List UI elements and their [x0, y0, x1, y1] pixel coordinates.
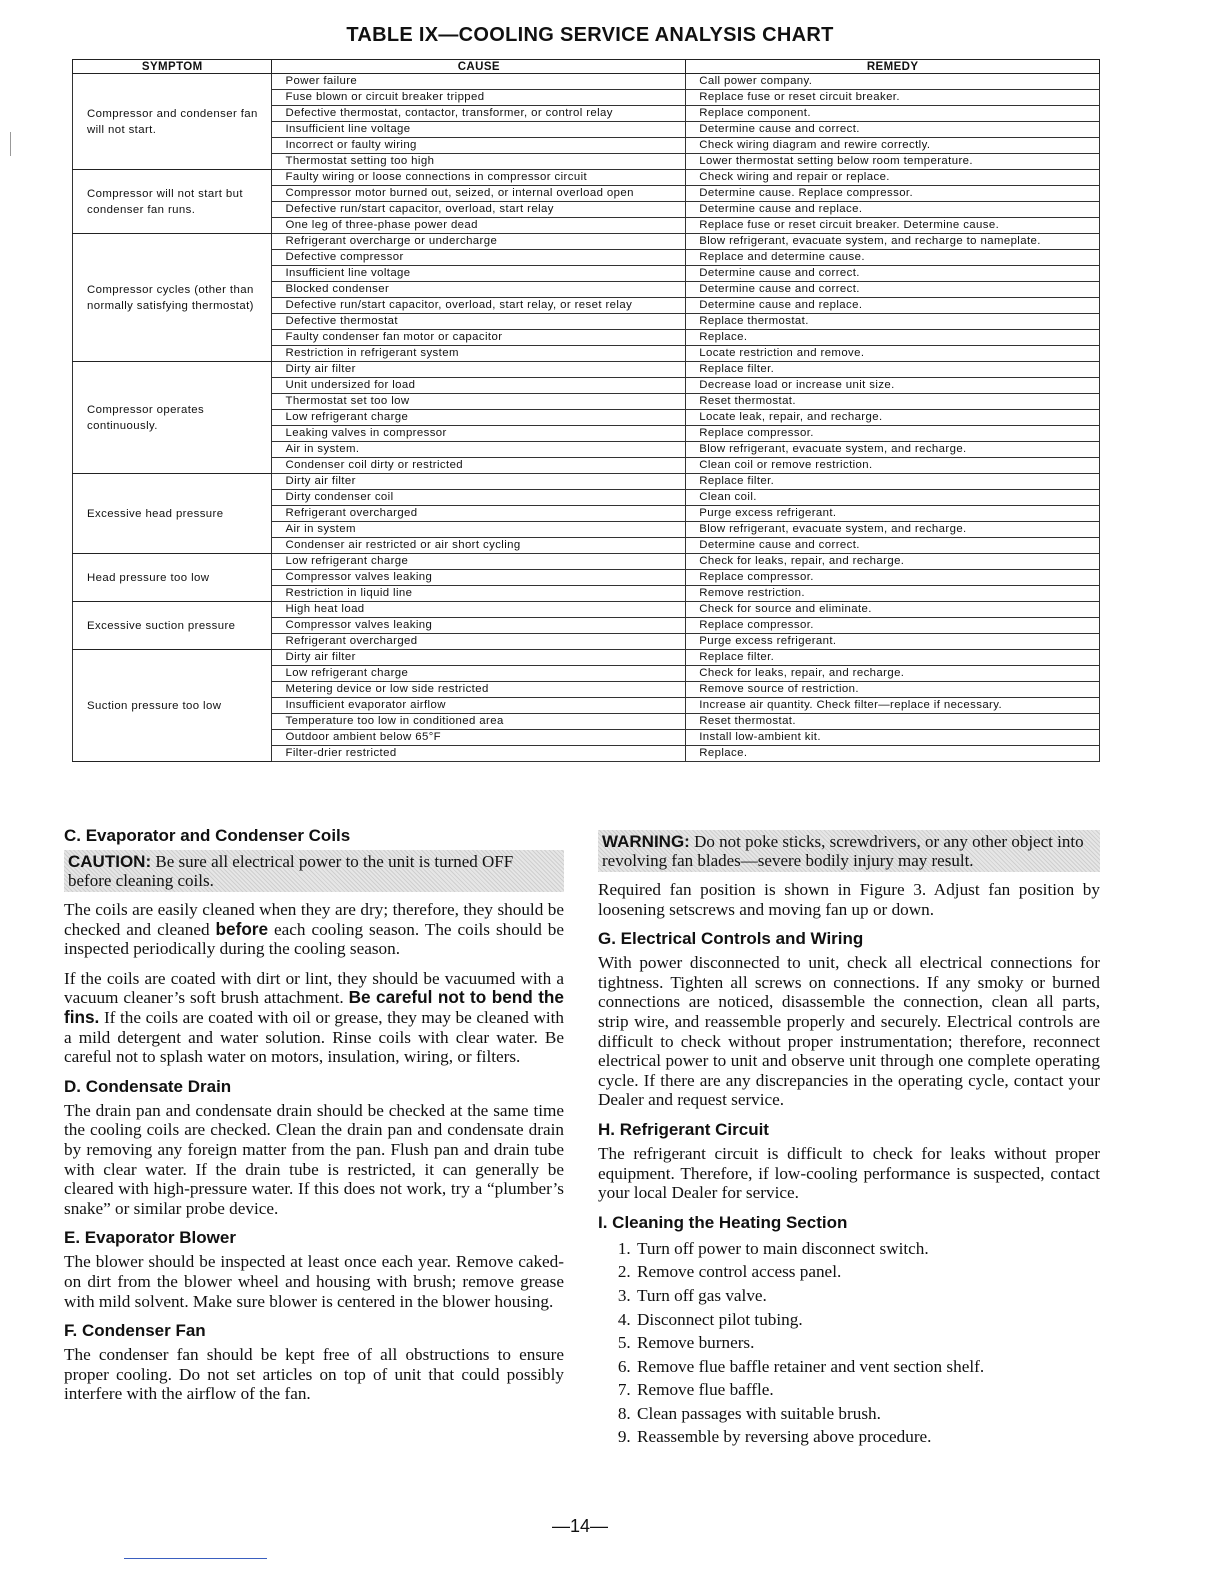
cause-cell: Metering device or low side restricted: [272, 682, 686, 698]
cause-cell: Unit undersized for load: [272, 378, 686, 394]
remedy-cell: Check for leaks, repair, and recharge.: [686, 554, 1100, 570]
remedy-cell: Determine cause and correct.: [686, 122, 1100, 138]
cause-cell: Compressor valves leaking: [272, 618, 686, 634]
remedy-cell: Check wiring and repair or replace.: [686, 170, 1100, 186]
caution-text: Be sure all electrical power to the unit is turned OFF before cleaning coils.: [68, 852, 514, 890]
remedy-cell: Reset thermostat.: [686, 714, 1100, 730]
remedy-cell: Replace thermostat.: [686, 314, 1100, 330]
section-e-body: The blower should be inspected at least once each year. Remove caked-on dirt from the blower wheel and housing with brush; remove grease with mild solvent. Make sure blower is centered in the blower housing.: [64, 1252, 564, 1311]
remedy-cell: Check for leaks, repair, and recharge.: [686, 666, 1100, 682]
table-row: [73, 170, 1100, 186]
remedy-cell: Determine cause. Replace compressor.: [686, 186, 1100, 202]
remedy-cell: Lower thermostat setting below room temperature.: [686, 154, 1100, 170]
fan-position-paragraph: Required fan position is shown in Figure 3. Adjust fan position by loosening setscrews and moving fan up or down.: [598, 880, 1100, 919]
cause-cell: Insufficient line voltage: [272, 266, 686, 282]
cause-cell: Low refrigerant charge: [272, 666, 686, 682]
margin-mark: [10, 132, 11, 156]
cause-cell: Refrigerant overcharged: [272, 634, 686, 650]
section-f-body: The condenser fan should be kept free of all obstructions to ensure proper cooling. Do not set articles on top of unit that could possibly interfere with the airflow of the fan.: [64, 1345, 564, 1404]
emphasis-fins: Be careful not to bend the fins.: [64, 987, 564, 1027]
symptom-cell: Compressor cycles (other than normally satisfying thermostat): [73, 234, 272, 362]
caution-label: CAUTION:: [68, 852, 152, 871]
remedy-cell: Replace fuse or reset circuit breaker. Determine cause.: [686, 218, 1100, 234]
cooling-service-analysis-table: [72, 59, 1100, 762]
remedy-cell: Locate leak, repair, and recharge.: [686, 410, 1100, 426]
cause-cell: Low refrigerant charge: [272, 410, 686, 426]
section-d-body: The drain pan and condensate drain should be checked at the same time the cooling coils are checked. Clean the drain pan and condensate drain by removing any foreign matter from the pan. Flush pan and drain tube with clear water. If the drain tube is restricted, it can generally be cleared with high-pressure water. If this does not work, try a “plumber’s snake” or similar probe device.: [64, 1100, 564, 1218]
section-c-paragraph-1: The coils are easily cleaned when they are dry; therefore, they should be checked and cleaned before each cooling season. The coils should be inspected periodically during the cooling season.: [64, 900, 565, 959]
cause-cell: Defective thermostat, contactor, transformer, or control relay: [272, 106, 686, 122]
remedy-cell: Increase air quantity. Check filter—replace if necessary.: [686, 698, 1100, 714]
cause-cell: Dirty air filter: [272, 650, 686, 666]
emphasis-before: before: [215, 918, 269, 939]
step-item: 4. Disconnect pilot tubing.: [635, 1308, 1100, 1332]
cause-cell: Faulty condenser fan motor or capacitor: [272, 330, 686, 346]
section-h-heading: H. Refrigerant Circuit: [598, 1119, 769, 1139]
remedy-cell: Remove source of restriction.: [686, 682, 1100, 698]
heating-cleaning-steps: [598, 1237, 1100, 1449]
cause-cell: Insufficient evaporator airflow: [272, 698, 686, 714]
remedy-cell: Clean coil.: [686, 490, 1100, 506]
step-item: 6. Remove flue baffle retainer and vent section shelf.: [635, 1355, 1100, 1379]
right-column: [598, 826, 1100, 1449]
symptom-cell: Compressor will not start but condenser fan runs.: [73, 170, 272, 234]
cause-cell: Low refrigerant charge: [272, 554, 686, 570]
section-d-heading: D. Condensate Drain: [64, 1076, 232, 1096]
page-number: —14—: [551, 1516, 609, 1536]
header-cause: CAUSE: [272, 60, 686, 74]
cause-cell: Incorrect or faulty wiring: [272, 138, 686, 154]
cause-cell: Defective run/start capacitor, overload, start relay: [272, 202, 686, 218]
cause-cell: Compressor valves leaking: [272, 570, 686, 586]
remedy-cell: Replace and determine cause.: [686, 250, 1100, 266]
remedy-cell: Blow refrigerant, evacuate system, and recharge to nameplate.: [686, 234, 1100, 250]
table-row: [73, 74, 1100, 90]
cause-cell: Faulty wiring or loose connections in compressor circuit: [272, 170, 686, 186]
remedy-cell: Replace compressor.: [686, 570, 1100, 586]
cause-cell: Defective thermostat: [272, 314, 686, 330]
cause-cell: Air in system: [272, 522, 686, 538]
section-g-body: With power disconnected to unit, check all electrical connections for tightness. Tighten all screws on connections. If any smoky or burned connections are noticed, disassemble the connection, clean all parts, strip wire, and reassemble properly and securely. Electrical controls are difficult to check without proper instrumentation; therefore, reconnect electrical power to unit and observe unit through one complete operating cycle. If there are any discrepancies in the operating cycle, contact your Dealer and request service.: [598, 953, 1100, 1110]
header-symptom: SYMPTOM: [73, 60, 272, 74]
caution-box: [64, 850, 564, 892]
cause-cell: Insufficient line voltage: [272, 122, 686, 138]
table-row: [73, 602, 1100, 618]
remedy-cell: Blow refrigerant, evacuate system, and recharge.: [686, 442, 1100, 458]
remedy-cell: Check wiring diagram and rewire correctly.: [686, 138, 1100, 154]
remedy-cell: Replace.: [686, 746, 1100, 762]
table-body: [73, 74, 1100, 762]
cause-cell: Defective run/start capacitor, overload, start relay, or reset relay: [272, 298, 686, 314]
cause-cell: Outdoor ambient below 65°F: [272, 730, 686, 746]
cause-cell: Thermostat setting too high: [272, 154, 686, 170]
header-remedy: REMEDY: [686, 60, 1100, 74]
symptom-cell: Head pressure too low: [73, 554, 272, 602]
symptom-cell: Suction pressure too low: [73, 650, 272, 762]
cause-cell: Condenser coil dirty or restricted: [272, 458, 686, 474]
cause-cell: High heat load: [272, 602, 686, 618]
section-e-heading: E. Evaporator Blower: [64, 1228, 236, 1248]
warning-label: WARNING:: [602, 832, 690, 851]
remedy-cell: Call power company.: [686, 74, 1100, 90]
remedy-cell: Reset thermostat.: [686, 394, 1100, 410]
remedy-cell: Replace filter.: [686, 650, 1100, 666]
section-i-heading: I. Cleaning the Heating Section: [598, 1212, 848, 1232]
cause-cell: Dirty air filter: [272, 474, 686, 490]
symptom-cell: Excessive head pressure: [73, 474, 272, 554]
cause-cell: Blocked condenser: [272, 282, 686, 298]
step-item: 7. Remove flue baffle.: [635, 1378, 1100, 1402]
remedy-cell: Blow refrigerant, evacuate system, and recharge.: [686, 522, 1100, 538]
cause-cell: Dirty condenser coil: [272, 490, 686, 506]
cause-cell: Restriction in liquid line: [272, 586, 686, 602]
cause-cell: Temperature too low in conditioned area: [272, 714, 686, 730]
remedy-cell: Replace compressor.: [686, 618, 1100, 634]
footer-rule: [124, 1558, 267, 1559]
remedy-cell: Clean coil or remove restriction.: [686, 458, 1100, 474]
section-g-heading: G. Electrical Controls and Wiring: [598, 929, 864, 949]
cause-cell: Fuse blown or circuit breaker tripped: [272, 90, 686, 106]
remedy-cell: Determine cause and replace.: [686, 202, 1100, 218]
remedy-cell: Replace compressor.: [686, 426, 1100, 442]
step-item: 8. Clean passages with suitable brush.: [635, 1402, 1100, 1426]
remedy-cell: Determine cause and correct.: [686, 538, 1100, 554]
table-row: [73, 362, 1100, 378]
remedy-cell: Purge excess refrigerant.: [686, 506, 1100, 522]
step-item: 5. Remove burners.: [635, 1331, 1100, 1355]
cause-cell: Thermostat set too low: [272, 394, 686, 410]
remedy-cell: Locate restriction and remove.: [686, 346, 1100, 362]
cause-cell: Air in system.: [272, 442, 686, 458]
cause-cell: Refrigerant overcharge or undercharge: [272, 234, 686, 250]
remedy-cell: Replace filter.: [686, 362, 1100, 378]
table-row: [73, 554, 1100, 570]
cause-cell: Restriction in refrigerant system: [272, 346, 686, 362]
step-item: 2. Remove control access panel.: [635, 1260, 1100, 1284]
cause-cell: Defective compressor: [272, 250, 686, 266]
section-c-heading: C. Evaporator and Condenser Coils: [64, 826, 351, 845]
section-c-paragraph-2: If the coils are coated with dirt or lint, they should be vacuumed with a vacuum cleaner’s soft brush attachment. Be careful not to bend the fins. If the coils are coated with oil or grease, they may be cleaned with a mild detergent and water solution. Rinse coils with clear water. Be careful not to splash water on motors, insulation, wiring, or filters.: [64, 968, 564, 1067]
remedy-cell: Determine cause and correct.: [686, 266, 1100, 282]
remedy-cell: Replace fuse or reset circuit breaker.: [686, 90, 1100, 106]
remedy-cell: Remove restriction.: [686, 586, 1100, 602]
cause-cell: Filter-drier restricted: [272, 746, 686, 762]
symptom-cell: Compressor operates continuously.: [73, 362, 272, 474]
cause-cell: Refrigerant overcharged: [272, 506, 686, 522]
remedy-cell: Replace filter.: [686, 474, 1100, 490]
cause-cell: Leaking valves in compressor: [272, 426, 686, 442]
table-header-row: [73, 60, 1100, 74]
cause-cell: Condenser air restricted or air short cycling: [272, 538, 686, 554]
warning-text: Do not poke sticks, screwdrivers, or any other object into revolving fan blades—severe bodily injury may result.: [602, 832, 1084, 870]
remedy-cell: Decrease load or increase unit size.: [686, 378, 1100, 394]
cause-cell: Power failure: [272, 74, 686, 90]
cause-cell: Dirty air filter: [272, 362, 686, 378]
table-row: [73, 650, 1100, 666]
warning-box: [598, 830, 1100, 872]
symptom-cell: Excessive suction pressure: [73, 602, 272, 650]
table-row: [73, 474, 1100, 490]
symptom-cell: Compressor and condenser fan will not start.: [73, 74, 272, 170]
step-item: 1. Turn off power to main disconnect switch.: [635, 1237, 1100, 1261]
step-item: 3. Turn off gas valve.: [635, 1284, 1100, 1308]
remedy-cell: Replace component.: [686, 106, 1100, 122]
step-item: 9. Reassemble by reversing above procedure.: [635, 1425, 1100, 1449]
table-title: TABLE IX—COOLING SERVICE ANALYSIS CHART: [346, 24, 834, 46]
remedy-cell: Install low-ambient kit.: [686, 730, 1100, 746]
left-column: [64, 826, 564, 1414]
cause-cell: Compressor motor burned out, seized, or internal overload open: [272, 186, 686, 202]
cause-cell: One leg of three-phase power dead: [272, 218, 686, 234]
table-row: [73, 234, 1100, 250]
remedy-cell: Replace.: [686, 330, 1100, 346]
remedy-cell: Purge excess refrigerant.: [686, 634, 1100, 650]
remedy-cell: Determine cause and correct.: [686, 282, 1100, 298]
remedy-cell: Determine cause and replace.: [686, 298, 1100, 314]
section-h-body: The refrigerant circuit is difficult to check for leaks without proper equipment. Therefore, if low-cooling performance is suspected, contact your local Dealer for service.: [598, 1143, 1100, 1203]
section-f-heading: F. Condenser Fan: [64, 1321, 206, 1341]
remedy-cell: Check for source and eliminate.: [686, 602, 1100, 618]
